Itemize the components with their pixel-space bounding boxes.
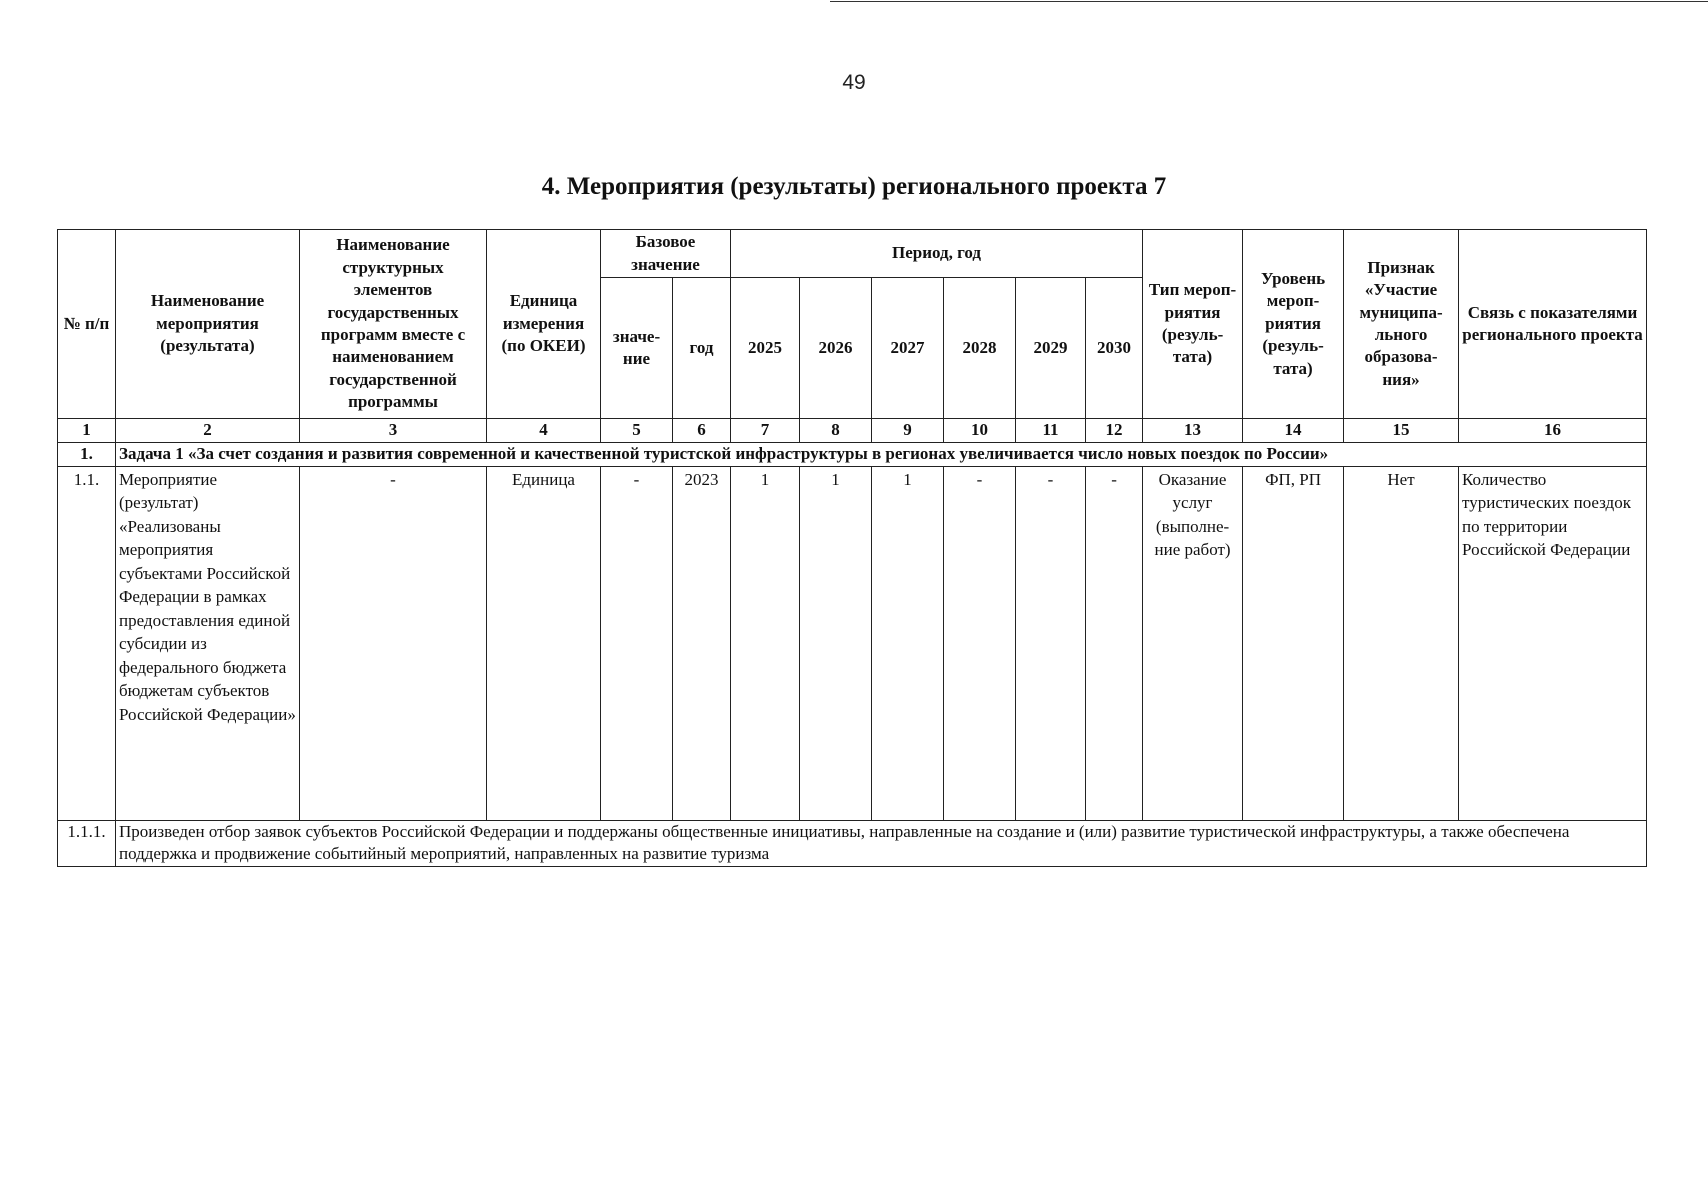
column-number: 2 [116,419,300,443]
column-number: 13 [1143,419,1243,443]
header-structural-elements: Наименование структурных элементов государственных программ вместе с наименованием государственной программы [300,230,487,419]
column-number: 16 [1459,419,1647,443]
activity-structural-elements: - [300,467,487,821]
column-number: 15 [1344,419,1459,443]
activity-base-year: 2023 [673,467,731,821]
activity-value-2025: 1 [731,467,800,821]
activity-type: Оказание услуг (выполне-ние работ) [1143,467,1243,821]
header-municipal-participation: Признак «Участие муниципа-льного образова-ния» [1344,230,1459,419]
column-number: 3 [300,419,487,443]
task-row [58,443,1647,467]
column-number: 10 [944,419,1016,443]
header-year-2028: 2028 [944,278,1016,419]
header-num: № п/п [58,230,116,419]
header-year-2029: 2029 [1016,278,1086,419]
header-base-value-group: Базовое значение [601,230,731,278]
header-period-group: Период, год [731,230,1143,278]
header-unit: Единица измерения (по ОКЕИ) [487,230,601,419]
column-number: 1 [58,419,116,443]
header-indicators-link: Связь с показателями регионального проекта [1459,230,1647,419]
sub-activity-text: Произведен отбор заявок субъектов Российской Федерации и поддержаны общественные инициативы, направленные на создание и (или) развитие туристической инфраструктуры, а также обеспечена поддержка и продвижение событийный мероприятий, направленных на развитие туризма [116,821,1647,867]
activity-unit: Единица [487,467,601,821]
column-number: 11 [1016,419,1086,443]
column-number: 7 [731,419,800,443]
column-number: 6 [673,419,731,443]
column-number: 8 [800,419,872,443]
header-year-2026: 2026 [800,278,872,419]
activity-municipal: Нет [1344,467,1459,821]
sub-activity-number: 1.1.1. [58,821,116,867]
header-year-2025: 2025 [731,278,800,419]
activity-base-value: - [601,467,673,821]
activity-value-2029: - [1016,467,1086,821]
section-title: 4. Мероприятия (результаты) регионального проекта 7 [541,173,1167,200]
sub-activity-row [58,821,1647,867]
activity-name: Мероприятие (результат) «Реализованы мероприятия субъектами Российской Федерации в рамках предоставления единой субсидии из федерального бюджета бюджетам субъектов Российской Федерации» [116,467,300,821]
header-activity-type: Тип мероп-риятия (резуль-тата) [1143,230,1243,419]
activity-value-2030: - [1086,467,1143,821]
activity-row [58,467,1647,821]
column-number: 4 [487,419,601,443]
activity-indicator: Количество туристических поездок по территории Российской Федерации [1459,467,1647,821]
scan-edge-line [830,1,1708,2]
column-number: 9 [872,419,944,443]
activity-level: ФП, РП [1243,467,1344,821]
header-year-2027: 2027 [872,278,944,419]
header-activity-level: Уровень мероп-риятия (резуль-тата) [1243,230,1344,419]
page-number: 49 [842,71,866,94]
header-base-value: значе-ние [601,278,673,419]
activities-table [57,229,1647,867]
header-year-2030: 2030 [1086,278,1143,419]
column-number: 5 [601,419,673,443]
activity-value-2027: 1 [872,467,944,821]
activity-value-2026: 1 [800,467,872,821]
header-base-year: год [673,278,731,419]
column-number: 12 [1086,419,1143,443]
activity-number: 1.1. [58,467,116,821]
task-text: Задача 1 «За счет создания и развития современной и качественной туристской инфраструктуры в регионах увеличивается число новых поездок по России» [116,443,1647,467]
task-number: 1. [58,443,116,467]
column-number: 14 [1243,419,1344,443]
activity-value-2028: - [944,467,1016,821]
header-activity-name: Наименование мероприятия (результата) [116,230,300,419]
